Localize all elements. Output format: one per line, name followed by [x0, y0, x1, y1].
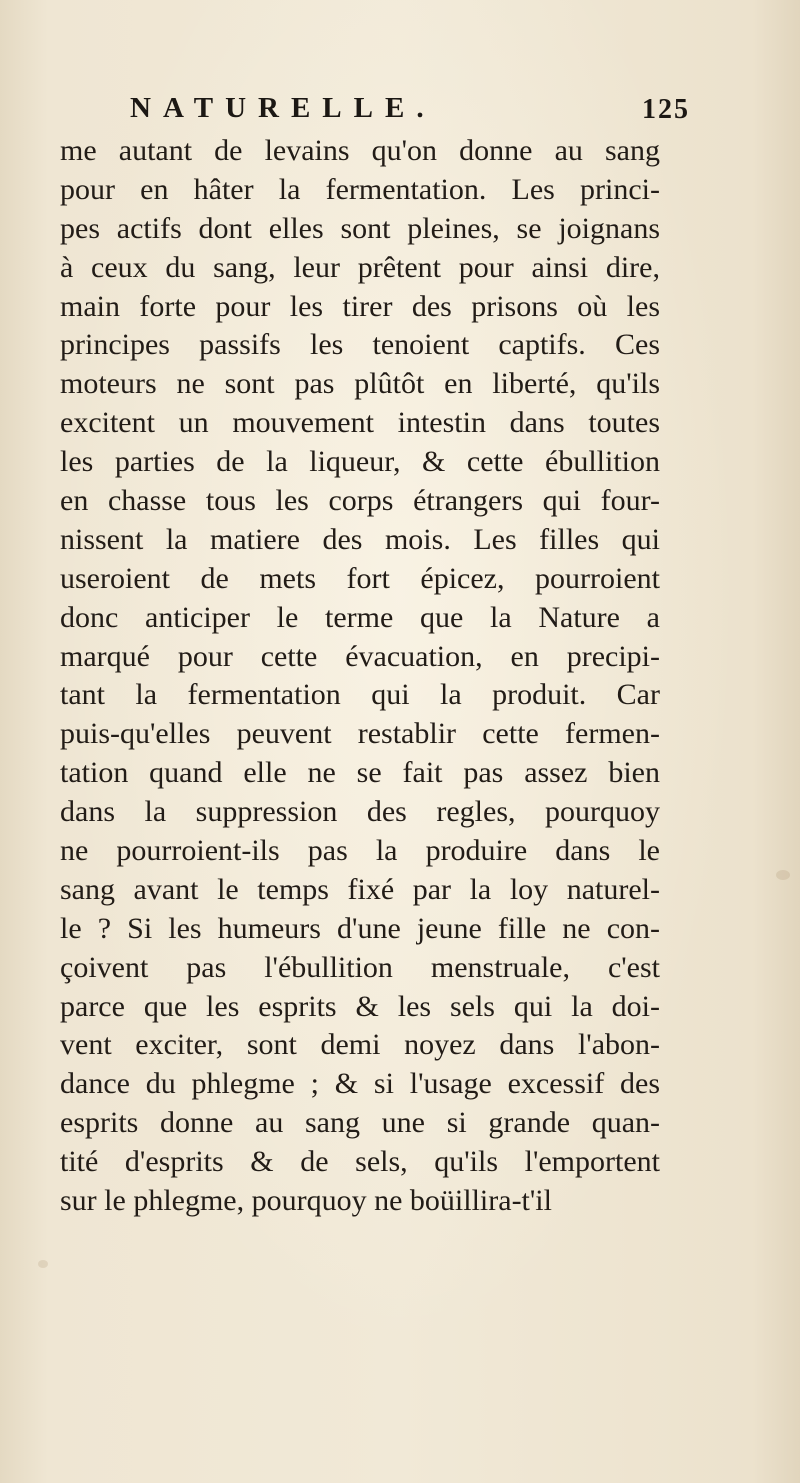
- page-header: [130, 92, 690, 136]
- text-line: en chasse tous les corps étrangers qui four-: [60, 484, 660, 518]
- text-line: pour en hâter la fermentation. Les princi-: [60, 172, 660, 206]
- text-line: ne pourroient-ils pas la produire dans le: [60, 834, 660, 868]
- page-number: 125: [642, 94, 690, 125]
- text-line: useroient de mets fort épicez, pourroient: [60, 561, 660, 595]
- text-line: me autant de levains qu'on donne au sang: [60, 134, 660, 167]
- text-line: tité d'esprits & de sels, qu'ils l'emportent: [60, 1145, 660, 1179]
- text-line: donc anticiper le terme que la Nature a: [60, 600, 660, 634]
- text-line: tation quand elle ne se fait pas assez bien: [60, 756, 660, 790]
- text-line: sur le phlegme, pourquoy ne boüillira-t'il: [60, 1184, 552, 1218]
- text-line: principes passifs les tenoient captifs. Ces: [60, 328, 660, 362]
- text-line: dans la suppression des regles, pourquoy: [60, 795, 660, 829]
- text-line: marqué pour cette évacuation, en precipi-: [60, 639, 660, 673]
- text-line: çoivent pas l'ébullition menstruale, c'est: [60, 950, 660, 984]
- body-text: [60, 132, 660, 1221]
- text-line: excitent un mouvement intestin dans toutes: [60, 406, 660, 440]
- text-line: puis-qu'elles peuvent restablir cette fermen-: [60, 717, 660, 751]
- text-line: vent exciter, sont demi noyez dans l'abon-: [60, 1028, 660, 1062]
- text-line: esprits donne au sang une si grande quan-: [60, 1106, 660, 1140]
- text-line: pes actifs dont elles sont pleines, se joignans: [60, 211, 660, 245]
- text-line: sang avant le temps fixé par la loy naturel-: [60, 872, 660, 906]
- running-title: NATURELLE.: [130, 92, 436, 124]
- text-line: parce que les esprits & les sels qui la doi-: [60, 989, 660, 1023]
- paper-stain: [38, 1260, 48, 1268]
- text-line: moteurs ne sont pas plûtôt en liberté, qu'ils: [60, 367, 660, 401]
- text-line: dance du phlegme ; & si l'usage excessif des: [60, 1067, 660, 1101]
- text-line: les parties de la liqueur, & cette ébullition: [60, 445, 660, 479]
- text-line: tant la fermentation qui la produit. Car: [60, 678, 660, 712]
- paper-stain: [776, 870, 790, 880]
- text-line: à ceux du sang, leur prêtent pour ainsi dire,: [60, 250, 660, 284]
- text-line: main forte pour les tirer des prisons où les: [60, 289, 660, 323]
- text-line: le ? Si les humeurs d'une jeune fille ne con-: [60, 911, 660, 945]
- text-line: nissent la matiere des mois. Les filles qui: [60, 522, 660, 556]
